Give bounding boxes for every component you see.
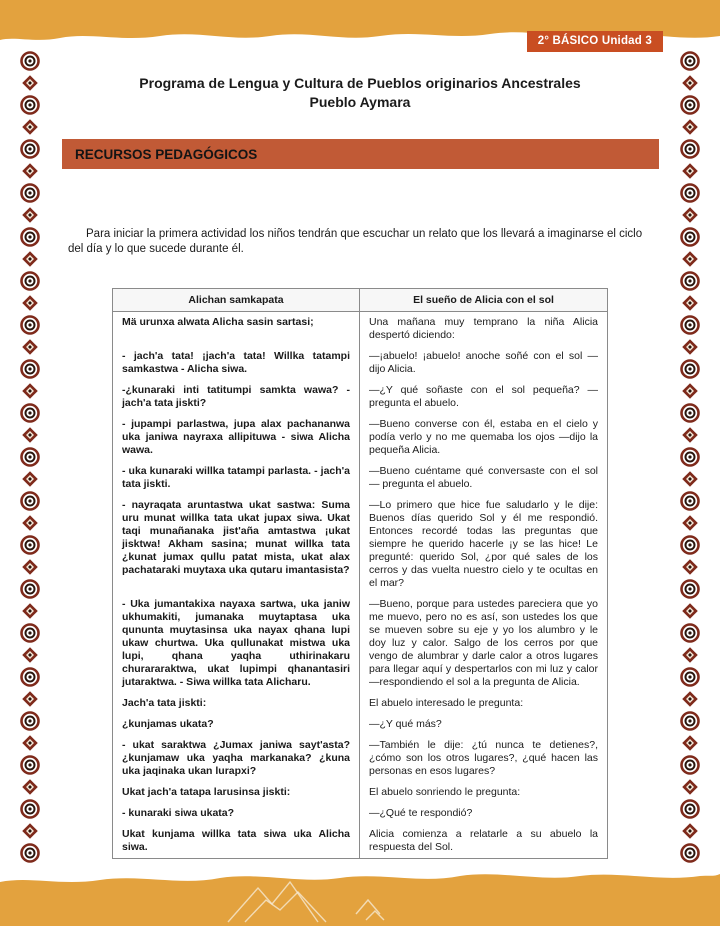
spanish-cell: Una mañana muy temprano la niña Alicia despertó diciendo:	[369, 316, 598, 341]
table-header-aymara: Alichan samkapata	[113, 289, 360, 311]
section-banner	[62, 139, 659, 169]
spanish-cell: El abuelo sonriendo le pregunta:	[369, 786, 521, 798]
spanish-cell: —¿Y qué más?	[369, 718, 442, 730]
aymara-cell: - uka kunaraki willka tatampi parlasta. - jach'a tata jiskti.	[113, 461, 360, 495]
page-subtitle: Pueblo Aymara	[309, 94, 411, 110]
story-table-header	[113, 289, 607, 312]
aymara-cell: Mä urunxa alwata Alicha sasin sartasi;	[113, 312, 360, 346]
aymara-cell: - kunaraki siwa ukata?	[113, 803, 360, 824]
spanish-cell: —¡abuelo! ¡abuelo! anoche soñé con el sol — dijo Alicia.	[369, 350, 598, 375]
table-row	[113, 782, 607, 803]
story-table	[112, 288, 608, 859]
table-row	[113, 824, 607, 858]
aymara-cell: ¿kunjamas ukata?	[113, 714, 360, 735]
table-row	[113, 380, 607, 414]
ornamental-border-left	[19, 50, 41, 866]
table-row	[113, 803, 607, 824]
aymara-cell: Ukat jach'a tatapa larusinsa jiskti:	[113, 782, 360, 803]
aymara-cell: - jupampi parlastwa, jupa alax pachananwa uka janiwa nayraxa allipituwa - siwa Alicha wawa.	[113, 414, 360, 461]
table-row	[113, 414, 607, 461]
aymara-cell: - nayraqata aruntastwa ukat sastwa: Suma uru munat willka tata ukat jupax siwa. Ukat taqi munañanaka jist'aña amtastwa ¡ukat jisktwa! Akham sasina; munat willka tata ¿kunat jumax qullu patat mista, ukat alax pachataraki muytaxa uka qutaru imantasista?	[113, 495, 360, 594]
table-row	[113, 594, 607, 693]
page-title: Programa de Lengua y Cultura de Pueblos originarios Ancestrales	[139, 75, 581, 91]
table-header-spanish: El sueño de Alicia con el sol	[413, 294, 554, 306]
spanish-cell: —También le dije: ¿tú nunca te detienes?, ¿cómo son los otros lugares?, ¿qué hacen las personas en esos lugares?	[369, 739, 598, 777]
intro-paragraph: Para iniciar la primera actividad los niños tendrán que escuchar un relato que los llevará a imaginarse el ciclo del día y lo que sucede durante él.	[68, 228, 643, 255]
spanish-cell: —Bueno, porque para ustedes pareciera que yo me muevo, pero no es así, son ustedes los que se mueven sobre su eje y yo los alumbro y le doy luz y calor. Salgo de los cerros por que vengo de alumbrar y darle calor a otros lugares para llegar aquí y despertarlos con mi luz y calor —respondiendo el sol a la pregunta de Alicia.	[369, 598, 598, 688]
spanish-cell: —¿Y qué soñaste con el sol pequeña? —pregunta el abuelo.	[369, 384, 598, 409]
table-row	[113, 735, 607, 782]
table-row	[113, 495, 607, 594]
unit-badge: 2° BÁSICO Unidad 3	[527, 31, 663, 52]
ornamental-border-right	[679, 50, 701, 866]
table-row	[113, 312, 607, 346]
table-row	[113, 346, 607, 380]
story-table-body	[113, 312, 607, 858]
spanish-cell: —Bueno converse con él, estaba en el cielo y podía verlo y no me quemaba los ojos —dijo la pequeña Alicia.	[369, 418, 598, 456]
spanish-cell: —¿Qué te respondió?	[369, 807, 473, 819]
table-row	[113, 461, 607, 495]
aymara-cell: - Uka jumantakixa nayaxa sartwa, uka janiw ukhumakiti, jumanaka muytaptasa uka qununta muytasinsa uka nayax qhana lupi ukaw churtwa. Uka qullunakat mistwa uka lupi, qhana yaqha uthirinakaru churararaktwa, ukat lupimpi qhanantasiri jutaraktwa. - Siwa willka tata Alicharu.	[113, 594, 360, 693]
spanish-cell: El abuelo interesado le pregunta:	[369, 697, 524, 709]
aymara-cell: - ukat saraktwa ¿Jumax janiwa sayt'asta? ¿kunjamaw uka yaqha markanaka? ¿kuna uka jaqinaka ukan lurapxi?	[113, 735, 360, 782]
title-block	[45, 74, 675, 112]
section-title: RECURSOS PEDAGÓGICOS	[75, 146, 258, 162]
aymara-cell: -¿kunaraki inti tatitumpi samkta wawa? - jach'a tata jiskti?	[113, 380, 360, 414]
aymara-cell: Jach'a tata jiskti:	[113, 693, 360, 714]
bottom-band	[0, 864, 720, 926]
spanish-cell: —Lo primero que hice fue saludarlo y le dije: Buenos días querido Sol y él me respondió. Entonces recordé todas las preguntas que siempre he querido hacerle ¡y se las hice! Le pregunté: querido Sol, ¿por qué sales de los cerros y das vuelta nuestro cielo y te ocultas en el mar?	[369, 499, 598, 589]
table-row	[113, 693, 607, 714]
spanish-cell: —Bueno cuéntame qué conversaste con el sol — pregunta el abuelo.	[369, 465, 598, 490]
aymara-cell: - jach'a tata! ¡jach'a tata! Willka tatampi samkastwa - Alicha siwa.	[113, 346, 360, 380]
table-row	[113, 714, 607, 735]
aymara-cell: Ukat kunjama willka tata siwa uka Alicha siwa.	[113, 824, 360, 858]
spanish-cell: Alicia comienza a relatarle a su abuelo la respuesta del Sol.	[369, 828, 598, 853]
